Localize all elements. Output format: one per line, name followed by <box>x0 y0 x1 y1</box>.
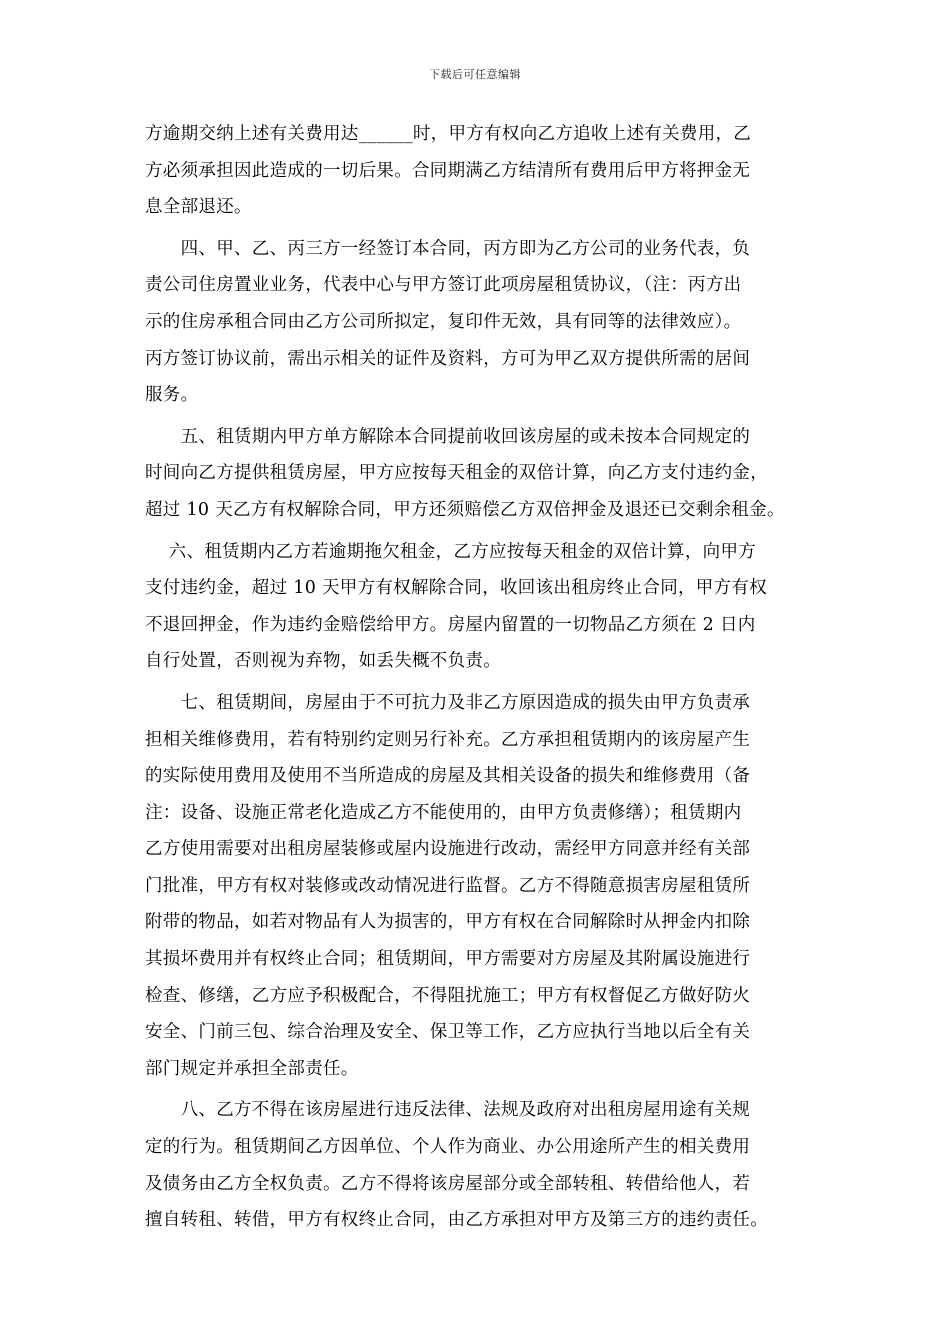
text-line: 示的住房承租合同由乙方公司所拟定，复印件无效，具有同等的法律效应）。 <box>145 311 742 332</box>
text-line: 定的行为。租赁期间乙方因单位、个人作为商业、办公用途所产生的相关费用 <box>145 1137 751 1158</box>
text-line: 检查、修缮，乙方应予积极配合，不得阻扰施工；甲方有权督促乙方做好防火 <box>145 985 751 1006</box>
text-line: 乙方使用需要对出租房屋装修或屋内设施进行改动，需经甲方同意并经有关部 <box>145 839 751 860</box>
text-line: 及债务由乙方全权负责。乙方不得将该房屋部分或全部转租、转借给他人，若 <box>145 1173 751 1194</box>
document-body <box>145 116 810 1239</box>
paragraph <box>145 534 810 680</box>
paragraph <box>145 419 810 529</box>
text-line: 责公司住房置业业务，代表中心与甲方签订此项房屋租赁协议，（注：丙方出 <box>145 275 742 296</box>
text-line: 服务。 <box>145 385 199 406</box>
text-line: 的实际使用费用及使用不当所造成的房屋及其相关设备的损失和维修费用（备 <box>145 766 751 787</box>
text-line: 擅自转租、转借，甲方有权终止合同，由乙方承担对甲方及第三方的违约责任。 <box>145 1210 768 1231</box>
text-line: 自行处置，否则视为弃物，如丢失概不负责。 <box>145 651 501 672</box>
text-line: 时间向乙方提供租赁房屋，甲方应按每天租金的双倍计算，向乙方支付违约金， <box>145 463 768 484</box>
page-header-note: 下载后可任意编辑 <box>429 68 521 81</box>
paragraph <box>145 231 810 414</box>
text-line: 六、租赁期内乙方若逾期拖欠租金，乙方应按每天租金的双倍计算，向甲方 <box>145 541 757 562</box>
text-line: 八、乙方不得在该房屋进行违反法律、法规及政府对出租房屋用途有关规 <box>145 1100 751 1121</box>
text-line: 不退回押金，作为违约金赔偿给甲方。房屋内留置的一切物品乙方须在 2 日内 <box>145 614 756 635</box>
text-line: 注：设备、设施正常老化造成乙方不能使用的，由甲方负责修缮）；租赁期内 <box>145 802 742 823</box>
text-line: 七、租赁期间，房屋由于不可抗力及非乙方原因造成的损失由甲方负责承 <box>145 692 751 713</box>
text-line: 四、甲、乙、丙三方一经签订本合同，丙方即为乙方公司的业务代表，负 <box>145 238 751 259</box>
text-line: 方逾期交纳上述有关费用达______时，甲方有权向乙方追收上述有关费用，乙 <box>145 124 752 144</box>
text-line: 门批准，甲方有权对装修或改动情况进行监督。乙方不得随意损害房屋租赁所 <box>145 875 751 896</box>
text-line: 方必须承担因此造成的一切后果。合同期满乙方结清所有费用后甲方将押金无 <box>145 160 751 181</box>
text-line: 五、租赁期内甲方单方解除本合同提前收回该房屋的或未按本合同规定的 <box>145 426 751 447</box>
text-line: 丙方签订协议前，需出示相关的证件及资料，方可为甲乙双方提供所需的居间 <box>145 348 751 369</box>
text-line: 担相关维修费用，若有特别约定则另行补充。乙方承担租赁期内的该房屋产生 <box>145 729 751 750</box>
text-line: 息全部退还。 <box>145 197 252 218</box>
text-line: 超过 10 天乙方有权解除合同，甲方还须赔偿乙方双倍押金及退还已交剩余租金。 <box>145 499 785 520</box>
paragraph <box>145 685 810 1088</box>
text-line: 安全、门前三包、综合治理及安全、保卫等工作，乙方应执行当地以后全有关 <box>145 1022 751 1043</box>
text-line: 附带的物品，如若对物品有人为损害的，甲方有权在合同解除时从押金内扣除 <box>145 912 751 933</box>
text-line: 部门规定并承担全部责任。 <box>145 1058 359 1079</box>
text-line: 其损坏费用并有权终止合同；租赁期间，甲方需要对方房屋及其附属设施进行 <box>145 949 751 970</box>
text-line: 支付违约金，超过 10 天甲方有权解除合同，收回该出租房终止合同，甲方有权 <box>145 578 767 599</box>
paragraph <box>145 116 810 226</box>
paragraph <box>145 1092 810 1238</box>
